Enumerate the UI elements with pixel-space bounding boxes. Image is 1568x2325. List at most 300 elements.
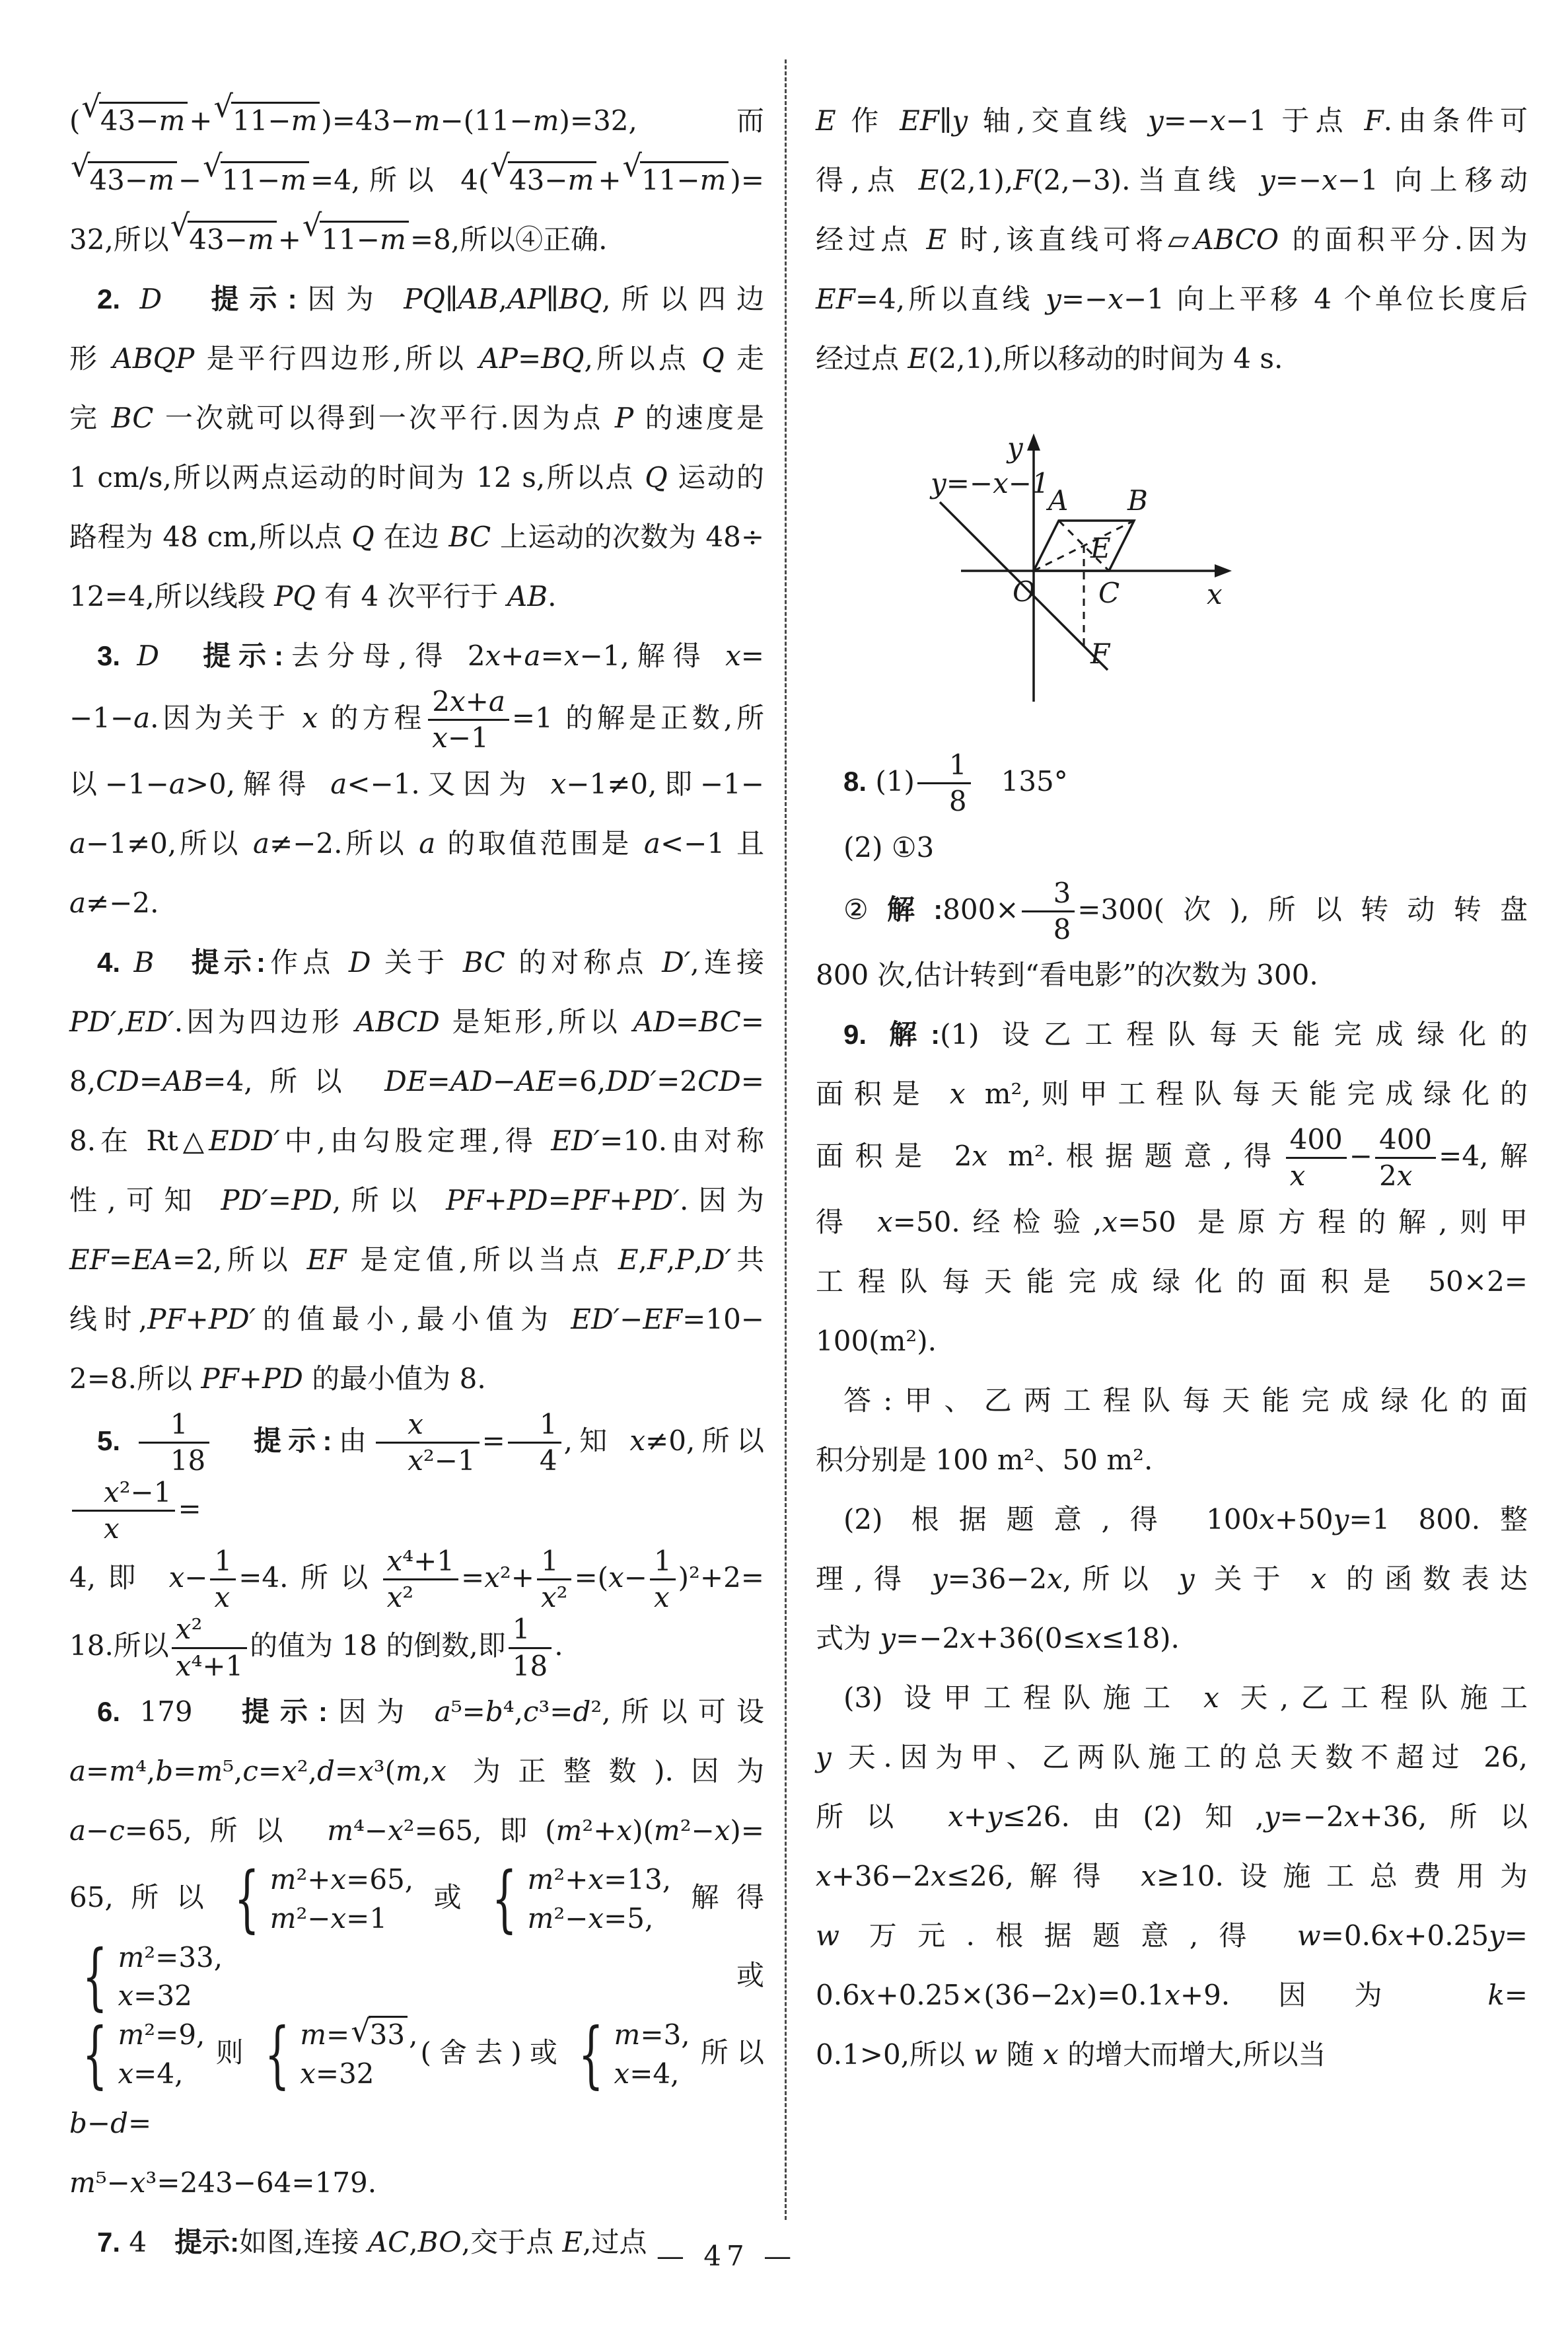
case-lines	[528, 1861, 672, 1938]
denominator: x²−1	[408, 1444, 476, 1477]
math-var: x	[1343, 1800, 1360, 1833]
text-line: 经过点 E 时,该直线可将▱ABCO 的面积平分.因为	[816, 223, 1528, 256]
equation-system	[72, 1934, 223, 2018]
case-line: x=32	[118, 1979, 192, 2012]
math-var: EF	[816, 283, 855, 315]
math-var: m	[109, 1754, 136, 1787]
paragraph	[816, 1371, 1528, 1490]
math-var: BC	[462, 945, 505, 978]
math-var: y	[1333, 1502, 1349, 1535]
fraction	[428, 686, 509, 755]
math-var: m	[396, 1754, 422, 1787]
math-var: x	[1164, 1978, 1180, 2011]
text-line: (2) 根据题意,得 100x+50y=1 800.整	[843, 1502, 1528, 1535]
paragraph	[69, 626, 764, 933]
text-line: 65,所以 { m²+x=65, m²−x=1 或 { m²+x=13, m²−x=5, 解得 { m²=33, x=32 或	[69, 1857, 764, 2018]
denominator: x²	[540, 1581, 568, 1614]
x-axis-label: x	[1207, 578, 1223, 610]
math-var: a	[69, 1814, 87, 1847]
fraction	[139, 1409, 209, 1477]
radical-icon: √	[203, 148, 223, 184]
math-var: x	[960, 1621, 976, 1654]
text-line: √43−m −√11−m =4,所以 4(√43−m +√11−m )=	[69, 151, 764, 210]
case-line: m=3,	[614, 2018, 690, 2051]
point-B-label: B	[1127, 484, 1148, 517]
math-var: x	[1388, 1919, 1404, 1952]
radical-icon: √	[213, 89, 233, 124]
sqrt-expression	[214, 91, 320, 151]
numerator: 1	[509, 1613, 552, 1648]
math-var: m	[280, 164, 307, 196]
radicand: 11−m	[231, 102, 320, 137]
denominator	[210, 1580, 236, 1613]
brace-icon: {	[234, 1857, 260, 1941]
math-var: D	[348, 945, 371, 978]
math-var: PQ	[274, 580, 316, 612]
math-var: EA	[132, 1243, 173, 1276]
case-line: x=4,	[614, 2057, 680, 2090]
math-var: a	[168, 767, 186, 800]
math-var: y	[880, 1621, 896, 1654]
math-var: y	[987, 1800, 1003, 1833]
fraction	[72, 1477, 175, 1545]
math-var: m	[196, 1754, 223, 1787]
math-var: m	[532, 104, 559, 137]
math-var: CD	[96, 1064, 139, 1097]
math-var: y	[1489, 1919, 1505, 1952]
math-var: DD′	[606, 1064, 657, 1097]
sqrt-expression	[302, 207, 409, 270]
math-var: x	[653, 1581, 670, 1614]
math-var: AP	[479, 342, 518, 375]
fraction	[376, 1409, 479, 1477]
math-var: x	[408, 1444, 423, 1477]
math-var: B	[133, 945, 155, 978]
fraction	[1286, 1124, 1347, 1193]
text-line: EF=EA=2,所以 EF 是定值,所以当点 E,F,P,D′共	[69, 1243, 764, 1276]
math-var: k	[1487, 1978, 1505, 2011]
math-var: x	[168, 1561, 185, 1594]
math-var: a	[69, 886, 87, 919]
paragraph	[816, 91, 1528, 388]
math-var: x	[388, 1814, 404, 1847]
math-var: m	[69, 2166, 96, 2199]
numerator: 2x+a	[428, 686, 509, 721]
case-line: m=√33 ,	[300, 2016, 417, 2055]
math-var: x	[129, 2166, 146, 2199]
math-var: x	[859, 1978, 876, 2011]
math-var: m	[527, 1901, 554, 1935]
text-line: 工程队每天能完成绿化的面积是 50×2=	[816, 1265, 1528, 1298]
text-line: 4,即 x− $\frac{1}{x}$ =4.所以 $\frac{\text{x⁴+1}}{\text{x²}}$ =x²+ $\frac{1}{\text{x²}}$ =(x− $\frac{1}{x}$ )²+2=	[69, 1544, 764, 1614]
text-line: 线时,PF+PD′的值最小,最小值为 ED′−EF=10−	[69, 1302, 764, 1335]
sqrt-expression	[490, 148, 596, 210]
math-var: x	[1210, 104, 1226, 137]
math-var: Q	[701, 342, 725, 375]
math-var: m	[118, 1940, 145, 1974]
case-line: m²+x=13,	[527, 1863, 672, 1896]
text-line: 32,所以√43−m +√11−m =8,所以④正确.	[69, 210, 764, 270]
math-var: x	[175, 1649, 192, 1682]
numerator: 1	[210, 1545, 236, 1580]
math-var: a	[69, 1754, 87, 1787]
text-line: (3) 设甲工程队施工 x 天,乙工程队施工	[843, 1681, 1528, 1714]
math-var: x	[1289, 1160, 1306, 1193]
math-var: a	[524, 640, 541, 672]
radical-icon: √	[490, 148, 510, 184]
math-var: EF	[900, 104, 939, 137]
math-var: w	[974, 2038, 998, 2071]
math-var: d	[110, 2106, 128, 2139]
right-column	[816, 91, 1528, 2085]
math-var: y	[931, 1562, 948, 1595]
math-var: PD′	[221, 1183, 268, 1216]
math-var: m	[699, 164, 727, 196]
math-var: EF	[306, 1243, 347, 1276]
math-var: PF	[571, 1183, 610, 1216]
math-var: x	[948, 1800, 964, 1833]
math-var: m	[291, 104, 318, 137]
text-line: 面积是 x m²,则甲工程队每天能完成绿化的	[816, 1078, 1528, 1111]
math-var: y	[1178, 1562, 1195, 1595]
math-var: D′	[703, 1243, 732, 1276]
brace-icon: {	[578, 2012, 604, 2096]
math-var: c	[109, 1814, 125, 1847]
math-var: x	[949, 1078, 966, 1111]
text-line: ②解:800× $\frac{3}{8}$ =300(次),所以转动转盘	[843, 876, 1528, 945]
math-var: Q	[351, 521, 374, 553]
text-line: 得,点 E(2,1),F(2,−3).当直线 y=−x−1 向上移动	[816, 164, 1528, 196]
math-var: x	[300, 2057, 316, 2090]
bold-label: 提示:	[211, 283, 297, 314]
math-var: x	[302, 701, 318, 734]
text-line: 9. 解:(1) 设乙工程队每天能完成绿化的	[843, 1018, 1528, 1051]
math-var: x	[432, 721, 448, 755]
math-var: a	[330, 767, 347, 800]
text-line: 12=4,所以线段 PQ 有 4 次平行于 AB.	[69, 580, 557, 612]
math-var: x	[550, 767, 567, 800]
math-var: D′	[662, 945, 691, 978]
math-var: a	[488, 685, 505, 718]
denominator: 18	[512, 1649, 548, 1682]
math-var: EF	[69, 1243, 109, 1276]
math-var: PD	[291, 1183, 333, 1216]
line-equation-label: y=−x−1	[931, 467, 1050, 499]
paragraph	[816, 1668, 1528, 2085]
math-var: x	[1043, 2038, 1059, 2071]
math-var: x	[484, 1561, 500, 1594]
radicand: 11−m	[640, 161, 729, 197]
numerator: 400	[1286, 1124, 1347, 1159]
denominator: 4	[539, 1444, 557, 1477]
unit-text: cm	[207, 521, 250, 553]
math-var: a	[434, 1695, 451, 1728]
sqrt-expression	[81, 91, 188, 151]
equation-system	[568, 2012, 690, 2096]
math-var: P	[614, 402, 634, 434]
numerator: 1	[917, 749, 971, 784]
numerator: 1	[139, 1409, 209, 1444]
unit-text: m	[1008, 1139, 1034, 1172]
math-var: CD	[697, 1064, 741, 1097]
paragraph	[69, 1409, 764, 1682]
text-line: −1−a.因为关于 x 的方程 $\frac{2x+a}{x-1}$ =1 的解是正数,所	[69, 685, 764, 755]
math-var: x	[1102, 1205, 1118, 1238]
sqrt-expression	[170, 207, 277, 270]
text-line: 完 BC 一次就可以得到一次平行.因为点 P 的速度是	[69, 402, 764, 434]
math-var: x	[1259, 1502, 1275, 1535]
math-var: AB	[458, 283, 499, 315]
math-var: m	[614, 2018, 641, 2051]
math-var: m	[247, 223, 274, 256]
math-var: m	[269, 1901, 297, 1935]
numerator	[376, 1409, 479, 1444]
figure-svg	[921, 407, 1232, 724]
text-line: E 作 EF∥y 轴,交直线 y=−x−1 于点 F.由条件可	[816, 104, 1528, 137]
text-line: 答:甲、乙两工程队每天能完成绿化的面	[843, 1384, 1528, 1417]
fraction	[508, 1409, 561, 1477]
radical-icon: √	[81, 89, 101, 124]
bold-label: 解:	[889, 1019, 941, 1051]
math-var: F	[647, 1243, 667, 1276]
math-var: b	[485, 1695, 503, 1728]
radicand: 33	[369, 2016, 408, 2051]
text-line: 式为 y=−2x+36(0≤x≤18).	[816, 1621, 1180, 1654]
case-line: x=32	[300, 2057, 374, 2090]
sqrt-expression	[351, 2013, 408, 2055]
radical-icon: √	[302, 207, 322, 243]
math-var: y	[1147, 104, 1164, 137]
text-line: EF=4,所以直线 y=−x−1 向上平移 4 个单位长度后	[816, 283, 1528, 315]
case-lines	[118, 1938, 223, 2016]
text-line: 4. B 提示:作点 D 关于 BC 的对称点 D′,连接	[97, 945, 764, 978]
math-var: BC	[111, 402, 154, 434]
text-line: 积分别是 100 m²、50 m².	[816, 1443, 1153, 1476]
math-var: E	[618, 1243, 639, 1276]
paragraph	[816, 1490, 1528, 1668]
math-var: y	[1260, 164, 1275, 196]
math-var: x	[588, 1863, 604, 1896]
bold-label: 提示:	[241, 1695, 328, 1727]
text-line: 8. (1) $\frac{1}{8}$ 135°	[843, 749, 1068, 818]
math-var: PQ	[404, 283, 445, 315]
math-var: x	[214, 1581, 231, 1614]
math-var: a	[643, 827, 660, 860]
unit-text: m	[997, 1443, 1024, 1476]
fraction	[537, 1545, 572, 1614]
bold-label: 7.	[97, 2226, 121, 2258]
unit-text: m	[879, 1324, 906, 1357]
paragraph	[69, 933, 764, 1409]
paragraph	[69, 91, 764, 270]
numerator: 400	[1375, 1124, 1436, 1159]
math-var: E	[926, 223, 947, 256]
fraction	[650, 1545, 676, 1614]
math-var: x	[104, 1476, 120, 1509]
text-line: a≠−2.	[69, 886, 159, 919]
case-line: m²=9,	[118, 2018, 205, 2051]
math-var: ED′	[125, 1005, 174, 1038]
math-var: x	[118, 1979, 134, 2012]
bold-label: 3.	[97, 640, 121, 671]
text-line: 3. D 提示:去分母,得 2x+a=x−1,解得 x=	[97, 640, 764, 672]
math-var: x	[1396, 1160, 1413, 1193]
math-var: m	[300, 2018, 327, 2051]
denominator: x²	[386, 1581, 414, 1614]
text-line: 以−1−a>0,解得 a<−1.又因为 x−1≠0,即−1−	[69, 767, 764, 800]
math-var: x	[563, 640, 580, 672]
math-var: PD	[262, 1362, 303, 1395]
origin-label: O	[1013, 575, 1036, 608]
math-var: m	[159, 104, 186, 137]
unit-text: cm/s	[97, 461, 163, 494]
sqrt-expression	[71, 148, 177, 210]
paragraph	[69, 270, 764, 626]
math-var: AC	[367, 2225, 410, 2258]
bold-label: 提示:	[203, 640, 284, 671]
math-var: ED′	[571, 1302, 620, 1335]
case-line: m²−x=1	[269, 1901, 388, 1935]
case-line: m²+x=65,	[269, 1863, 414, 1896]
math-var: m	[413, 104, 441, 137]
math-var: PF	[446, 1183, 484, 1216]
radicand: 11−m	[221, 161, 309, 197]
y-axis-arrow-icon	[1027, 433, 1040, 451]
text-line: 面积是 2x m².根据题意,得 $\frac{400}{x}$ − $\frac{400}{2x}$ =4,解	[816, 1123, 1528, 1193]
radicand: 11−m	[320, 221, 408, 256]
math-var: x	[972, 1139, 988, 1172]
text-line: 所以 x+y≤26.由(2)知,y=−2x+36,所以	[816, 1800, 1528, 1833]
math-var: x	[175, 1613, 192, 1646]
math-var: D	[139, 283, 162, 315]
paragraph	[816, 749, 1528, 818]
y-axis-label: y	[1007, 431, 1023, 464]
math-var: x	[449, 685, 466, 718]
text-line: (2) ①3	[843, 830, 935, 864]
paragraph	[69, 1682, 764, 2213]
math-var: x	[485, 640, 501, 672]
numerator: 3	[1022, 877, 1075, 912]
math-var: AE	[515, 1064, 556, 1097]
text-line: 路程为 48 cm,所以点 Q 在边 BC 上运动的次数为 48÷	[69, 521, 765, 553]
radical-icon: √	[622, 148, 642, 184]
math-var: x	[330, 1863, 347, 1896]
math-var: x	[330, 1901, 347, 1935]
text-line: 经过点 E(2,1),所以移动的时间为 4 s.	[816, 342, 1283, 375]
math-var: AD	[450, 1064, 493, 1097]
text-line: 8.在 Rt△EDD′中,由勾股定理,得 ED′=10.由对称	[69, 1124, 764, 1157]
case-lines	[300, 2013, 418, 2094]
text-line: 理,得 y=36−2x,所以 y 关于 x 的函数表达	[816, 1562, 1528, 1595]
text-line: 性,可知 PD′=PD,所以 PF+PD=PF+PD′.因为	[69, 1183, 765, 1216]
text-line: 800 次,估计转到“看电影”的次数为 300.	[816, 959, 1318, 992]
math-var: DE	[384, 1064, 427, 1097]
text-line: 5. $\frac{1}{18}$ 提示:由 $\frac{x}{\text{x²−1}}$ = $\frac{1}{4}$ ,知 x≠0,所以 $\frac{\text{x²−1}}{x}$ =	[69, 1409, 764, 1545]
paragraph	[816, 1005, 1528, 1371]
math-var: m	[148, 164, 174, 196]
radicand: 43−m	[99, 102, 188, 137]
text-line: 18.所以 $\frac{\text{x²}}{\text{x⁴+1}}$ 的值为 18 的倒数,即 $\frac{1}{18}$ .	[69, 1613, 563, 1682]
math-var: x	[118, 2057, 134, 2090]
math-var: m	[555, 1814, 583, 1847]
math-var: a	[419, 827, 436, 860]
sqrt-expression	[203, 148, 309, 210]
math-var: ABCO	[1194, 223, 1279, 256]
math-var: a	[133, 701, 151, 734]
denominator: x−1	[432, 721, 489, 755]
bold-label: 5.	[97, 1424, 121, 1456]
point-A-label: A	[1048, 484, 1069, 517]
page-footer	[0, 2240, 1453, 2272]
math-var: x	[1108, 283, 1123, 315]
math-var: x	[281, 1754, 297, 1787]
math-var: c	[242, 1754, 258, 1787]
bold-label: 提示:	[253, 1424, 332, 1456]
numerator: x⁴+1	[383, 1545, 458, 1580]
math-var: E	[908, 342, 929, 375]
brace-icon: {	[264, 2012, 290, 2096]
bold-label: 8.	[843, 765, 867, 797]
case-line: m²−x=5,	[527, 1901, 654, 1935]
numerator: 1	[537, 1545, 572, 1580]
x-axis-arrow-icon	[1215, 564, 1232, 577]
text-line: 0.6x+0.25×(36−2x)=0.1x+9.因为 k=	[816, 1978, 1528, 2011]
equation-system	[254, 2012, 418, 2096]
bold-label: 提示:	[174, 2226, 240, 2258]
math-var: m	[379, 223, 406, 256]
text-line: (√43−m +√11−m )=43−m−(11−m)=32,而	[69, 91, 764, 151]
math-var: x	[1141, 1859, 1157, 1892]
math-var: F	[1013, 164, 1033, 196]
radical-icon: √	[351, 2013, 371, 2049]
denominator	[1286, 1159, 1347, 1192]
math-var: E	[562, 2225, 583, 2258]
fraction	[509, 1613, 552, 1682]
math-var: AB	[507, 580, 548, 612]
math-var: x	[386, 1544, 403, 1577]
math-var: m	[527, 1863, 554, 1896]
math-var: x	[1203, 1681, 1219, 1714]
text-line: a−c=65,所以 m⁴−x²=65,即(m²+x)(m²−x)=	[69, 1814, 764, 1847]
text-line: 8,CD=AB=4,所以 DE=AD−AE=6,DD′=2CD=	[69, 1064, 764, 1097]
sqrt-expression	[622, 148, 729, 210]
math-var: EDD′	[209, 1124, 280, 1157]
math-var: a	[69, 827, 87, 860]
unit-text: m	[984, 1078, 1011, 1111]
fraction	[1022, 877, 1075, 946]
math-var: w	[816, 1919, 839, 1952]
text-line: a−1≠0,所以 a≠−2.所以 a 的取值范围是 a<−1 且	[69, 827, 764, 860]
math-var: m	[567, 164, 594, 196]
equation-system	[224, 1857, 414, 1941]
math-var: c	[522, 1695, 539, 1728]
math-var: AD	[633, 1005, 676, 1038]
text-line: 1 cm/s,所以两点运动的时间为 12 s,所以点 Q 运动的	[69, 461, 765, 494]
math-var: E	[816, 104, 836, 137]
paragraph	[816, 877, 1528, 1006]
bold-label: 4.	[97, 946, 121, 978]
math-var: x	[431, 1754, 446, 1787]
math-var: E	[918, 164, 939, 196]
fraction	[172, 1613, 247, 1682]
math-var: PD′	[69, 1005, 117, 1038]
math-var: AB	[162, 1064, 203, 1097]
denominator: 2x	[1378, 1160, 1413, 1193]
math-var: AP	[507, 283, 546, 315]
math-var: m	[327, 1814, 354, 1847]
unit-text: m	[1106, 1443, 1133, 1476]
math-var: x	[608, 1561, 624, 1594]
